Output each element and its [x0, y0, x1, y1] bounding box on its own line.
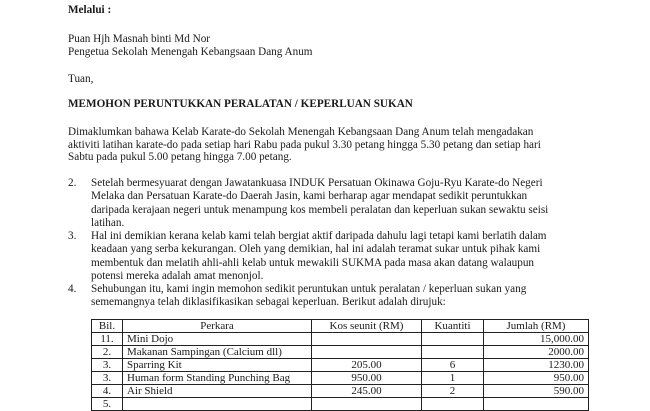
- cell-perkara: Mini Dojo: [123, 333, 312, 346]
- cell-jumlah: 2000.00: [484, 346, 589, 359]
- cell-bil: 2.: [92, 346, 123, 359]
- point-4: [91, 283, 587, 310]
- cell-jumlah: 950.00: [484, 372, 589, 385]
- point-number: 2.: [68, 177, 77, 189]
- table-row: [92, 346, 589, 359]
- point-line: Sehubungan itu, kami ingin memohon sedikit peruntukan untuk peralatan / keperluan sukan yang: [91, 283, 527, 295]
- header-jumlah: Jumlah (RM): [484, 320, 589, 333]
- subject-heading: MEMOHON PERUNTUKKAN PERALATAN / KEPERLUAN SUKAN: [68, 98, 413, 110]
- header-kos: Kos seunit (RM): [312, 320, 422, 333]
- cell-bil: 3.: [92, 359, 123, 372]
- point-line: Setelah bermesyuarat dengan Jawatankuasa INDUK Persatuan Okinawa Goju-Ryu Karate-do Negeri: [91, 177, 543, 189]
- point-line: latihan.: [91, 216, 125, 229]
- table-row: [92, 333, 589, 346]
- point-line: daripada kerajaan negeri untuk menampung kos membeli peralatan dan keperluan sukan sewaktu seisi: [91, 203, 549, 216]
- cell-jumlah: 1230.00: [484, 359, 589, 372]
- cell-jumlah: 590.00: [484, 385, 589, 398]
- cell-jumlah: [484, 398, 589, 411]
- header-perkara: Perkara: [123, 320, 312, 333]
- header-kuantiti: Kuantiti: [422, 320, 484, 333]
- cell-perkara: Air Shield: [123, 385, 312, 398]
- equipment-table: [91, 319, 589, 411]
- salutation: Tuan,: [68, 73, 94, 85]
- table-row: [92, 359, 589, 372]
- intro-line: Dimaklumkan bahawa Kelab Karate-do Sekolah Menengah Kebangsaan Dang Anum telah mengadakan: [68, 126, 534, 138]
- point-3: [91, 230, 587, 283]
- cell-kos: [312, 398, 422, 411]
- cell-kos: 950.00: [312, 372, 422, 385]
- point-line: Hal ini demikian kerana kelab kami telah bergiat aktif daripada dahulu lagi tetapi kami berlatih dalam: [91, 230, 547, 242]
- point-number: 4.: [68, 283, 77, 295]
- cell-perkara: Human form Standing Punching Bag: [123, 372, 312, 385]
- cell-perkara: [123, 398, 312, 411]
- cell-bil: 5.: [92, 398, 123, 411]
- cell-kuantiti: [422, 346, 484, 359]
- point-line: potensi mereka adalah amat menonjol.: [91, 269, 264, 282]
- cell-kos: 205.00: [312, 359, 422, 372]
- point-line: sememangnya telah diklasifikasikan sebagai keperluan. Berikut adalah dirujuk:: [91, 296, 446, 309]
- table-header-row: [92, 320, 589, 333]
- cell-kuantiti: [422, 398, 484, 411]
- point-line: keadaan yang serba kekurangan. Oleh yang demikian, hal ini adalah teramat sukar untuk pihak kami: [91, 243, 541, 256]
- cell-kos: 245.00: [312, 385, 422, 398]
- point-line: membentuk dan melatih ahli-ahli kelab untuk mewakili SUKMA pada masa akan datang walaupun: [91, 256, 535, 269]
- cell-kos: [312, 346, 422, 359]
- cell-bil: 4.: [92, 385, 123, 398]
- cell-perkara: Makanan Sampingan (Calcium dll): [123, 346, 312, 359]
- intro-line: Sabtu pada pukul 5.00 petang hingga 7.00 petang.: [68, 151, 292, 163]
- cell-kuantiti: [422, 333, 484, 346]
- cell-kuantiti: 6: [422, 359, 484, 372]
- cell-kuantiti: 1: [422, 372, 484, 385]
- recipient-title: Pengetua Sekolah Menengah Kebangsaan Dang Anum: [68, 46, 313, 58]
- via-label: Melalui :: [68, 4, 112, 16]
- cell-kuantiti: 2: [422, 385, 484, 398]
- cell-jumlah: 15,000.00: [484, 333, 589, 346]
- cell-bil: 11.: [92, 333, 123, 346]
- cell-bil: 3.: [92, 372, 123, 385]
- table-row: [92, 398, 589, 411]
- recipient-name: Puan Hjh Masnah binti Md Nor: [68, 33, 211, 45]
- intro-line: aktiviti latihan karate-do pada setiap hari Rabu pada pukul 3.30 petang hingga 5.30 petang dan setiap hari: [68, 138, 541, 151]
- point-number: 3.: [68, 230, 77, 242]
- point-line: Melaka dan Persatuan Karate-do Daerah Jasin, kami berharap agar mendapat sedikit peruntukkan: [91, 190, 528, 203]
- cell-perkara: Sparring Kit: [123, 359, 312, 372]
- table-row: [92, 385, 589, 398]
- cell-kos: [312, 333, 422, 346]
- header-bil: Bil.: [92, 320, 123, 333]
- table-row: [92, 372, 589, 385]
- point-2: [91, 177, 587, 230]
